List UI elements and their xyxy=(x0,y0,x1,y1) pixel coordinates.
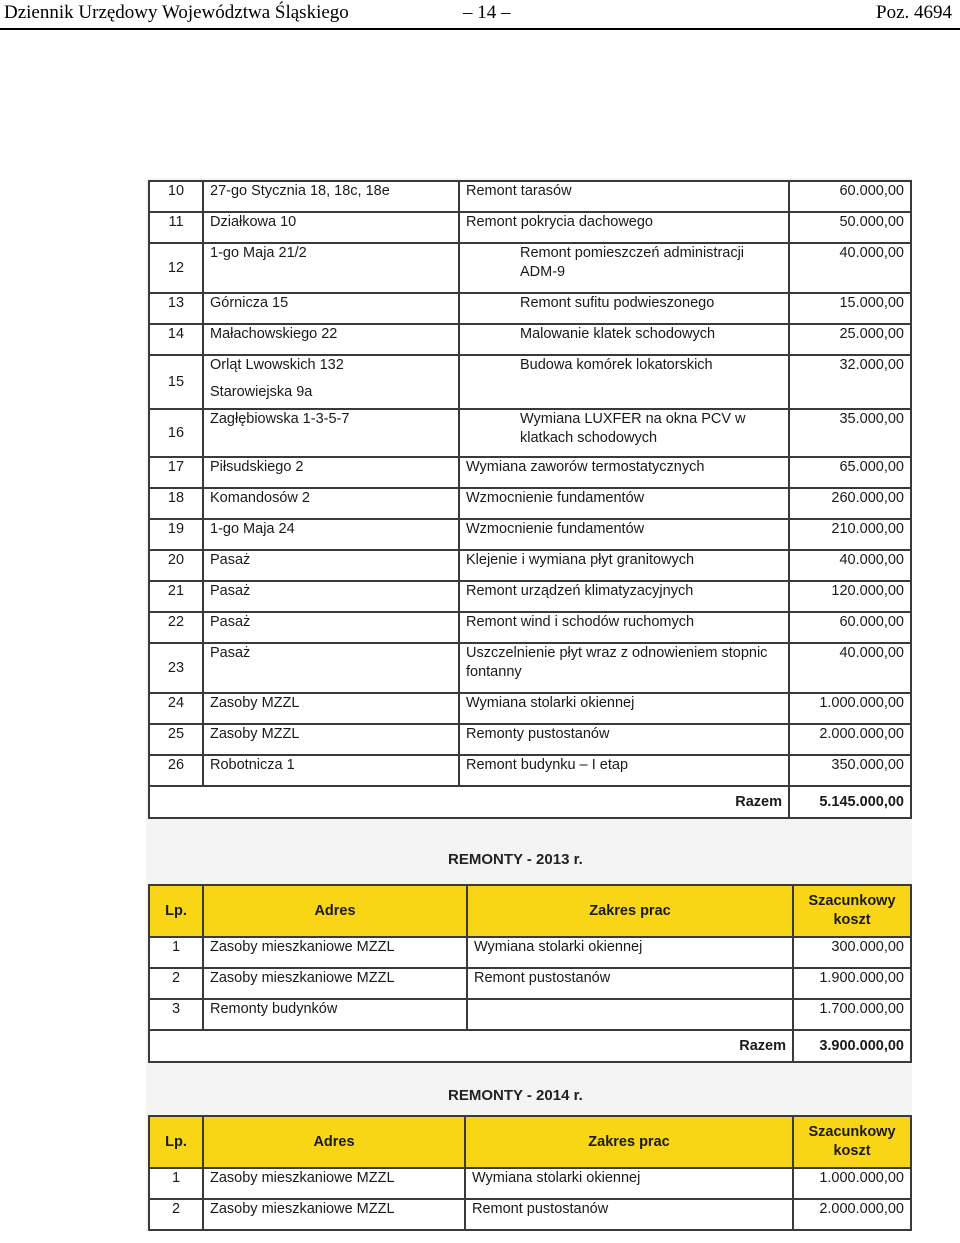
column-header-scope: Zakres prac xyxy=(467,885,793,937)
cost-cell: 40.000,00 xyxy=(789,550,911,581)
cost-cell: 40.000,00 xyxy=(789,643,911,693)
column-header-address: Adres xyxy=(203,885,467,937)
scope-cell: Wzmocnienie fundamentów xyxy=(459,519,789,550)
address-text: 27-go Stycznia 18, 18c, 18e xyxy=(210,183,390,199)
cost-cell: 260.000,00 xyxy=(789,488,911,519)
address-cell xyxy=(203,693,459,724)
scope-cell: Remont budynku – I etap xyxy=(459,755,789,786)
cost-cell: 350.000,00 xyxy=(789,755,911,786)
address-cell xyxy=(203,488,459,519)
row-number: 1 xyxy=(149,937,203,968)
table-row xyxy=(149,212,911,243)
address-cell xyxy=(203,755,459,786)
row-number: 2 xyxy=(149,1199,203,1230)
cost-cell: 32.000,00 xyxy=(789,355,911,409)
table-row xyxy=(149,1199,911,1230)
row-number: 20 xyxy=(149,550,203,581)
header-row xyxy=(149,885,911,937)
cost-cell: 1.900.000,00 xyxy=(793,968,911,999)
address-text-2: Starowiejska 9a xyxy=(210,384,313,400)
table-row xyxy=(149,755,911,786)
cost-cell: 120.000,00 xyxy=(789,581,911,612)
row-number: 16 xyxy=(149,409,203,457)
scope-cell: Remont pustostanów xyxy=(467,968,793,999)
scope-cell: Malowanie klatek schodowych xyxy=(459,324,789,355)
cost-cell: 60.000,00 xyxy=(789,181,911,212)
table-row xyxy=(149,519,911,550)
scope-cell: Remont urządzeń klimatyzacyjnych xyxy=(459,581,789,612)
table-row xyxy=(149,324,911,355)
cost-cell: 2.000.000,00 xyxy=(793,1199,911,1230)
address-cell xyxy=(203,212,459,243)
column-header-cost: Szacunkowy koszt xyxy=(793,885,911,937)
address-text: Działkowa 10 xyxy=(210,214,297,230)
column-header-lp: Lp. xyxy=(149,1116,203,1168)
scope-cell: Wymiana LUXFER na okna PCV w klatkach schodowych xyxy=(459,409,789,457)
cost-cell: 1.000.000,00 xyxy=(789,693,911,724)
total-label: Razem xyxy=(149,786,789,818)
page-number: – 14 – xyxy=(463,2,511,23)
table-row xyxy=(149,999,911,1030)
row-number: 15 xyxy=(149,355,203,409)
cost-cell: 35.000,00 xyxy=(789,409,911,457)
cost-cell: 25.000,00 xyxy=(789,324,911,355)
column-header-lp: Lp. xyxy=(149,885,203,937)
address-cell xyxy=(203,550,459,581)
address-cell xyxy=(203,581,459,612)
table-row xyxy=(149,693,911,724)
journal-title: Dziennik Urzędowy Województwa Śląskiego xyxy=(4,2,349,23)
scope-cell: Remont wind i schodów ruchomych xyxy=(459,612,789,643)
cost-cell: 2.000.000,00 xyxy=(789,724,911,755)
table-row xyxy=(149,937,911,968)
scope-cell: Wymiana zaworów termostatycznych xyxy=(459,457,789,488)
scope-cell: Wzmocnienie fundamentów xyxy=(459,488,789,519)
column-header-scope: Zakres prac xyxy=(465,1116,793,1168)
address-text: Małachowskiego 22 xyxy=(210,326,338,342)
caption-2013: REMONTY - 2013 r. xyxy=(448,851,583,868)
address-cell xyxy=(203,612,459,643)
address-text: Pasaż xyxy=(210,552,251,568)
cost-cell: 210.000,00 xyxy=(789,519,911,550)
column-header-cost: Szacunkowy koszt xyxy=(793,1116,911,1168)
scope-cell: Budowa komórek lokatorskich xyxy=(459,355,789,409)
table-row xyxy=(149,968,911,999)
cost-cell: 1.000.000,00 xyxy=(793,1168,911,1199)
address-cell: Zasoby mieszkaniowe MZZL xyxy=(203,1199,465,1230)
total-row xyxy=(149,786,911,818)
column-header-address: Adres xyxy=(203,1116,465,1168)
scope-cell: Uszczelnienie płyt wraz z odnowieniem stopnic fontanny xyxy=(459,643,789,693)
address-cell xyxy=(203,243,459,293)
scope-cell xyxy=(467,999,793,1030)
table-row xyxy=(149,724,911,755)
row-number: 1 xyxy=(149,1168,203,1199)
table-row xyxy=(149,581,911,612)
address-text: 1-go Maja 21/2 xyxy=(210,245,307,261)
address-cell xyxy=(203,519,459,550)
table-row xyxy=(149,293,911,324)
row-number: 12 xyxy=(149,243,203,293)
position-number: Poz. 4694 xyxy=(876,2,952,23)
cost-cell: 15.000,00 xyxy=(789,293,911,324)
address-cell xyxy=(203,457,459,488)
scope-cell: Wymiana stolarki okiennej xyxy=(465,1168,793,1199)
header-row xyxy=(149,1116,911,1168)
repairs-table-continued xyxy=(148,180,912,819)
address-text: Piłsudskiego 2 xyxy=(210,459,304,475)
address-cell xyxy=(203,181,459,212)
scope-cell: Remont pomieszczeń administracji ADM-9 xyxy=(459,243,789,293)
row-number: 26 xyxy=(149,755,203,786)
table-row xyxy=(149,181,911,212)
page-header xyxy=(0,0,960,30)
header-rule xyxy=(0,28,960,30)
address-cell xyxy=(203,293,459,324)
address-cell: Zasoby mieszkaniowe MZZL xyxy=(203,968,467,999)
address-cell xyxy=(203,409,459,457)
total-row xyxy=(149,1030,911,1062)
row-number: 25 xyxy=(149,724,203,755)
row-number: 14 xyxy=(149,324,203,355)
row-number: 22 xyxy=(149,612,203,643)
cost-cell: 300.000,00 xyxy=(793,937,911,968)
address-text: Pasaż xyxy=(210,645,251,661)
row-number: 3 xyxy=(149,999,203,1030)
address-text: Pasaż xyxy=(210,614,251,630)
row-number: 11 xyxy=(149,212,203,243)
table-row xyxy=(149,550,911,581)
scope-cell: Wymiana stolarki okiennej xyxy=(459,693,789,724)
repairs-table-2013 xyxy=(148,884,912,1063)
caption-2014: REMONTY - 2014 r. xyxy=(448,1087,583,1104)
address-text: Zasoby MZZL xyxy=(210,695,300,711)
address-cell: Zasoby mieszkaniowe MZZL xyxy=(203,937,467,968)
cost-cell: 1.700.000,00 xyxy=(793,999,911,1030)
address-text: Robotnicza 1 xyxy=(210,757,295,773)
row-number: 2 xyxy=(149,968,203,999)
address-text: Pasaż xyxy=(210,583,251,599)
scope-cell: Remonty pustostanów xyxy=(459,724,789,755)
scope-cell: Wymiana stolarki okiennej xyxy=(467,937,793,968)
address-cell: Zasoby mieszkaniowe MZZL xyxy=(203,1168,465,1199)
row-number: 23 xyxy=(149,643,203,693)
table-row xyxy=(149,612,911,643)
scope-cell: Remont pokrycia dachowego xyxy=(459,212,789,243)
table-row xyxy=(149,243,911,293)
address-cell xyxy=(203,724,459,755)
address-text: Orląt Lwowskich 132 xyxy=(210,357,344,373)
table-row xyxy=(149,457,911,488)
row-number: 24 xyxy=(149,693,203,724)
scope-cell: Remont sufitu podwieszonego xyxy=(459,293,789,324)
total-label: Razem xyxy=(149,1030,793,1062)
row-number: 21 xyxy=(149,581,203,612)
total-value: 5.145.000,00 xyxy=(789,786,911,818)
address-cell xyxy=(203,324,459,355)
row-number: 18 xyxy=(149,488,203,519)
address-text: Zasoby MZZL xyxy=(210,726,300,742)
row-number: 13 xyxy=(149,293,203,324)
address-text: Komandosów 2 xyxy=(210,490,310,506)
table-row xyxy=(149,643,911,693)
row-number: 19 xyxy=(149,519,203,550)
scope-cell: Remont pustostanów xyxy=(465,1199,793,1230)
scope-cell: Klejenie i wymiana płyt granitowych xyxy=(459,550,789,581)
table-row xyxy=(149,1168,911,1199)
address-cell xyxy=(203,643,459,693)
scope-cell: Remont tarasów xyxy=(459,181,789,212)
address-text: 1-go Maja 24 xyxy=(210,521,295,537)
row-number: 17 xyxy=(149,457,203,488)
table-row xyxy=(149,355,911,409)
address-text: Górnicza 15 xyxy=(210,295,289,311)
address-text: Zagłębiowska 1-3-5-7 xyxy=(210,411,350,427)
address-cell xyxy=(203,355,459,409)
cost-cell: 60.000,00 xyxy=(789,612,911,643)
cost-cell: 40.000,00 xyxy=(789,243,911,293)
row-number: 10 xyxy=(149,181,203,212)
table-row xyxy=(149,409,911,457)
table-row xyxy=(149,488,911,519)
cost-cell: 50.000,00 xyxy=(789,212,911,243)
address-cell: Remonty budynków xyxy=(203,999,467,1030)
total-value: 3.900.000,00 xyxy=(793,1030,911,1062)
repairs-table-2014 xyxy=(148,1115,912,1231)
cost-cell: 65.000,00 xyxy=(789,457,911,488)
